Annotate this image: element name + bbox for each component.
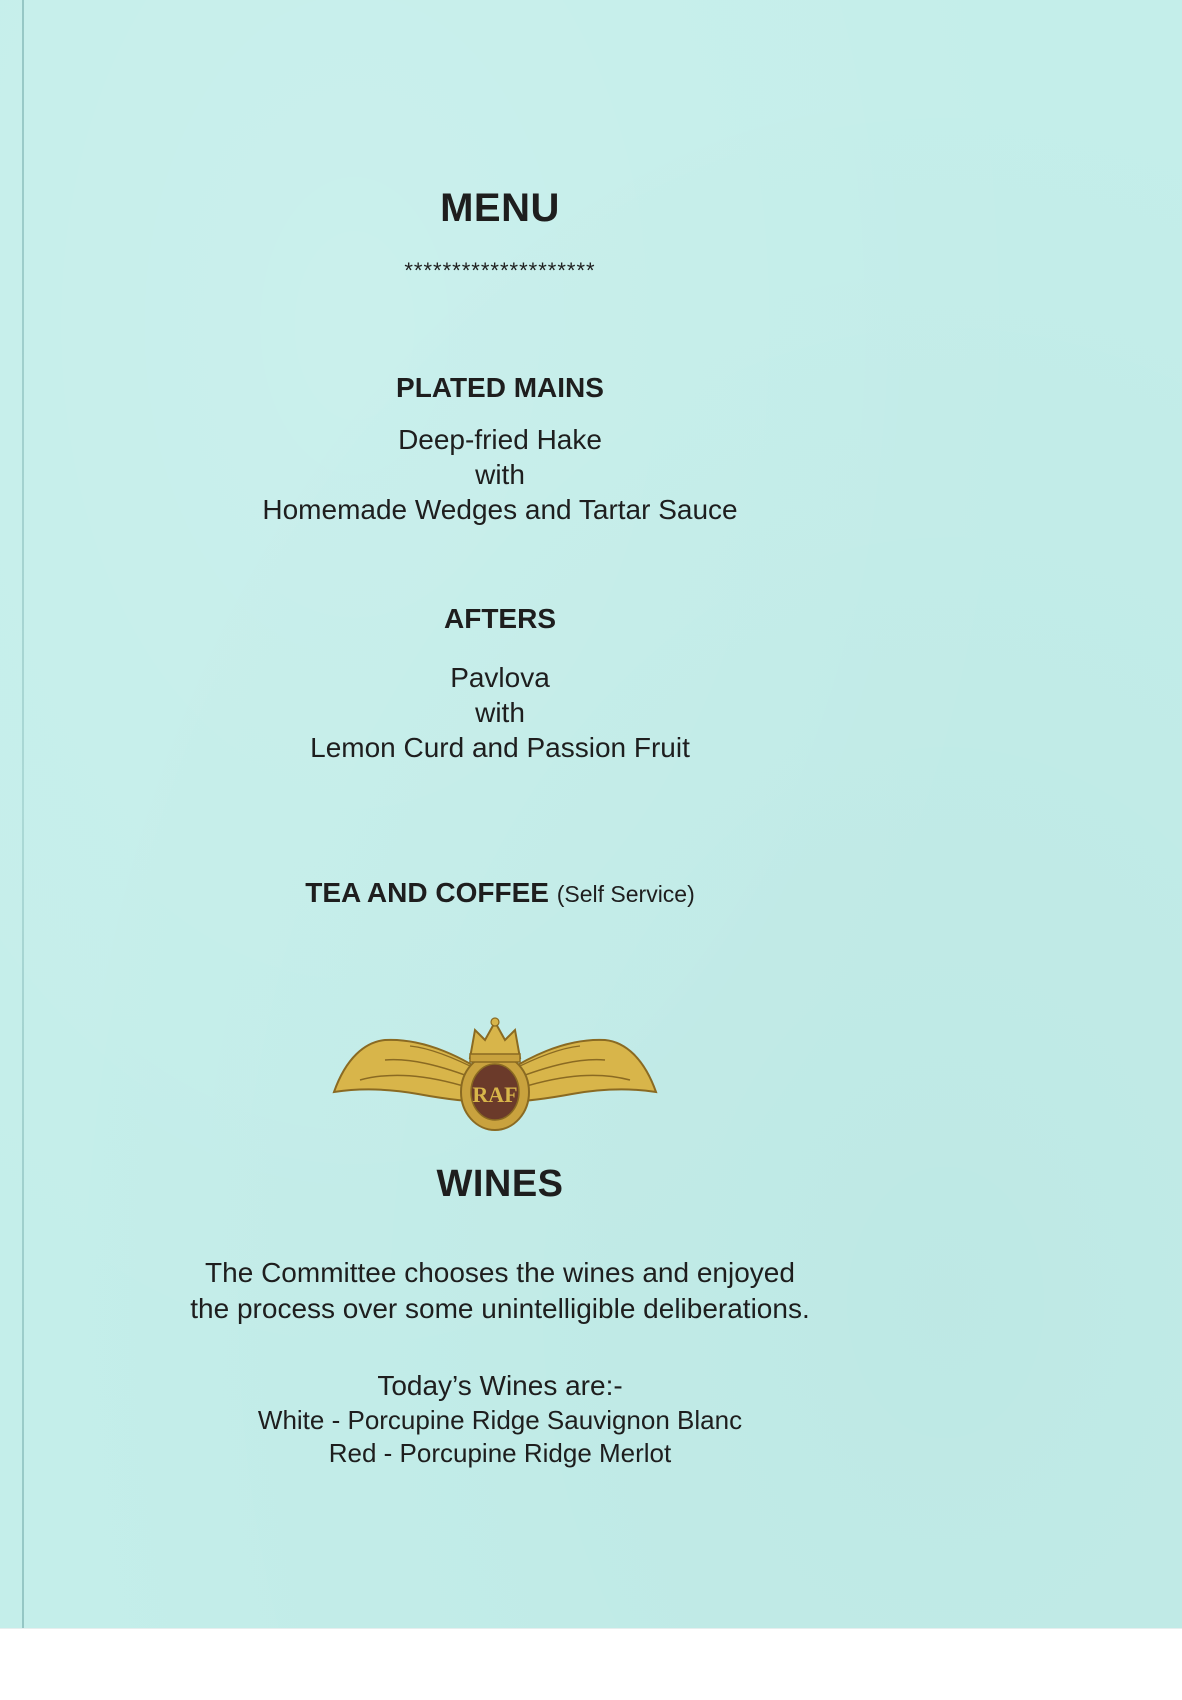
star-divider: ******************** [404,258,596,283]
wines-description-1: The Committee chooses the wines and enjoyed [205,1257,795,1288]
wines-intro: Today’s Wines are:- [377,1370,623,1401]
mains-line-2: with [475,459,525,490]
tea-coffee-note: (Self Service) [556,881,695,907]
mains-heading: PLATED MAINS [396,372,604,403]
wine-red: Red - Porcupine Ridge Merlot [328,1438,672,1468]
afters-line-1: Pavlova [450,662,550,693]
afters-line-2: with [475,697,525,728]
mains-line-3: Homemade Wedges and Tartar Sauce [262,494,738,525]
mains-line-1: Deep-fried Hake [398,424,602,455]
wines-description-2: the process over some unintelligible deliberations. [190,1293,810,1324]
wines-heading: WINES [436,1163,564,1205]
menu-title: MENU [440,186,560,230]
raf-wings-badge-icon [330,1010,660,1135]
tea-coffee-line [0,877,1000,909]
afters-heading: AFTERS [444,603,556,634]
wine-white: White - Porcupine Ridge Sauvignon Blanc [257,1405,743,1435]
tea-coffee-heading: TEA AND COFFEE [305,877,549,908]
badge-lettering: RAF [472,1082,518,1107]
afters-line-3: Lemon Curd and Passion Fruit [310,732,690,763]
scan-bottom-margin [0,1628,1182,1700]
